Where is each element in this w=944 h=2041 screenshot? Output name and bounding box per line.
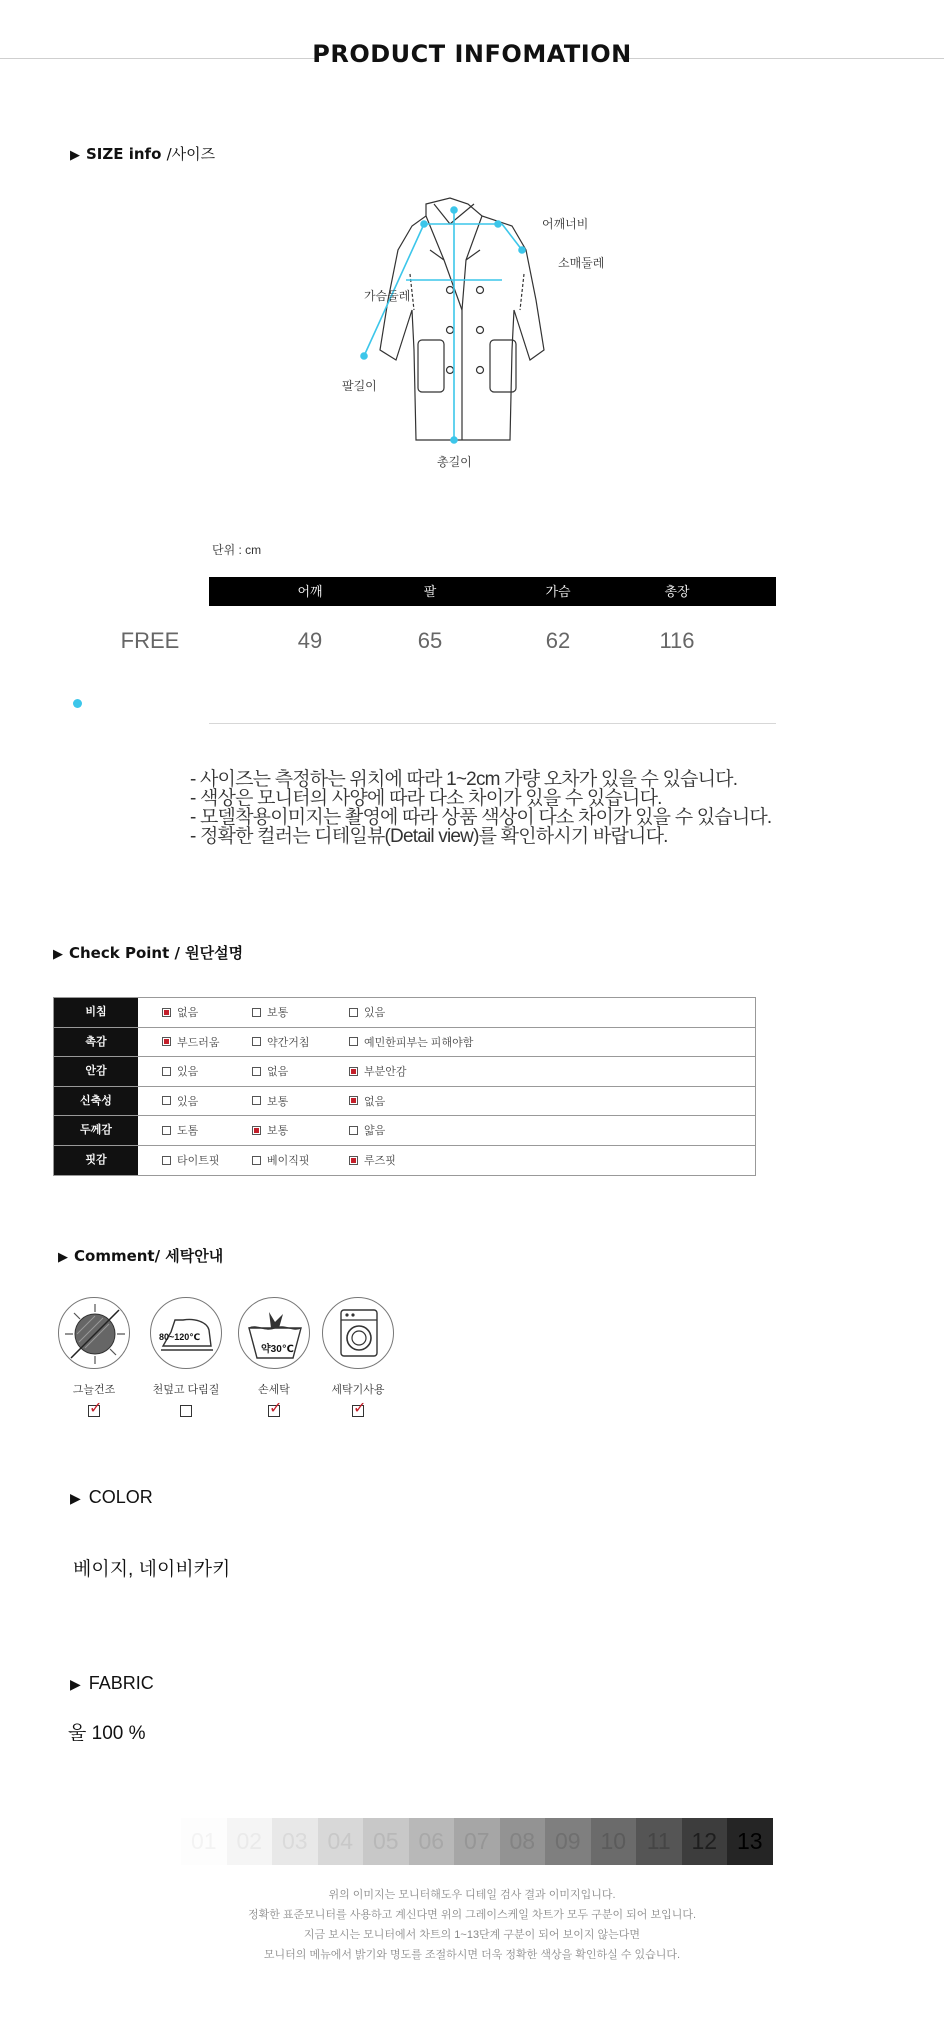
gray-step: 07	[454, 1818, 500, 1865]
bullet-dot	[73, 699, 82, 708]
cp-option-label: 도톰	[177, 1125, 199, 1138]
care-label: 천덮고 다림질	[152, 1384, 220, 1396]
cp-option-label: 없음	[364, 1095, 386, 1108]
note-line: - 색상은 모니터의 사양에 따라 다소 차이가 있을 수 있습니다.	[190, 788, 662, 809]
fabric-heading	[70, 1673, 154, 1694]
cp-option	[162, 1087, 198, 1116]
checkbox	[162, 1096, 171, 1105]
label-sleeve-circ: 소매둘레	[558, 256, 605, 270]
checkbox	[162, 1067, 171, 1076]
checkbox	[162, 1126, 171, 1135]
size-section-heading	[70, 143, 215, 164]
note-line: - 사이즈는 측정하는 위치에 따라 1~2cm 가량 오차가 있을 수 있습니다.	[190, 769, 738, 790]
cp-row-lining	[54, 1057, 755, 1087]
checkbox	[162, 1156, 171, 1165]
label-chest: 가슴둘레	[364, 289, 411, 303]
iron-icon	[150, 1297, 222, 1369]
monitor-note-line: 위의 이미지는 모니터해도우 디테일 검사 결과 이미지입니다.	[328, 1889, 616, 1901]
shade-dry-icon	[58, 1297, 130, 1369]
gray-step: 02	[227, 1818, 273, 1865]
page-title: PRODUCT INFOMATION	[312, 40, 632, 68]
gray-step: 12	[682, 1818, 728, 1865]
value-length: 116	[659, 628, 695, 653]
cp-option	[252, 1116, 288, 1145]
checkbox	[349, 1126, 358, 1135]
col-arm: 팔	[423, 584, 437, 599]
checkbox	[252, 1037, 261, 1046]
cp-option-label: 있음	[364, 1007, 386, 1020]
cp-label: 촉감	[54, 1028, 138, 1057]
comment-heading	[58, 1245, 223, 1266]
cp-option	[349, 998, 385, 1027]
gray-step: 08	[500, 1818, 546, 1865]
gray-step: 06	[409, 1818, 455, 1865]
care-shade-dry	[56, 1297, 132, 1417]
checkbox-checked	[349, 1096, 358, 1105]
gray-step: 13	[727, 1818, 773, 1865]
divider	[209, 723, 776, 724]
care-label: 세탁기사용	[331, 1384, 385, 1396]
checkbox	[252, 1067, 261, 1076]
gray-step: 03	[272, 1818, 318, 1865]
unit-label: 단위 : cm	[212, 543, 262, 557]
cp-label: 신축성	[54, 1087, 138, 1116]
checkpoint-heading	[53, 942, 243, 963]
gray-step: 11	[636, 1818, 682, 1865]
care-checkbox-checked	[352, 1405, 364, 1417]
cp-label: 안감	[54, 1057, 138, 1086]
color-heading	[70, 1487, 153, 1508]
monitor-note-line: 정확한 표준모니터를 사용하고 계신다면 위의 그레이스케일 차트가 모두 구분이 되어 보입니다.	[247, 1909, 697, 1921]
cp-option	[162, 1028, 220, 1057]
fabric-value: 울 100 %	[68, 1723, 146, 1744]
cp-row-stretch	[54, 1087, 755, 1117]
checkbox-checked	[252, 1126, 261, 1135]
washing-machine-icon	[322, 1297, 394, 1369]
cp-option-label: 타이트핏	[177, 1155, 220, 1168]
checkpoint-table	[53, 997, 756, 1176]
gray-step: 09	[545, 1818, 591, 1865]
grayscale-chart	[181, 1818, 773, 1865]
iron-temp-label: 80~120℃	[159, 1332, 201, 1342]
col-shoulder: 어깨	[297, 584, 323, 599]
checkpoint-title: Check Point / 원단설명	[69, 944, 244, 962]
gray-step: 05	[363, 1818, 409, 1865]
cp-option	[162, 1057, 198, 1086]
gray-step: 04	[318, 1818, 364, 1865]
cp-option-label: 얇음	[364, 1125, 386, 1138]
cp-option-label: 없음	[177, 1007, 199, 1020]
care-machine-wash	[320, 1297, 396, 1417]
cp-option-label: 베이직핏	[267, 1155, 310, 1168]
care-label: 그늘건조	[72, 1384, 116, 1396]
checkbox	[349, 1037, 358, 1046]
label-arm-length: 팔길이	[342, 379, 377, 393]
value-chest: 62	[545, 628, 571, 653]
cp-option	[349, 1028, 473, 1057]
triangle-bullet-icon: ▶	[70, 1490, 81, 1506]
color-title: COLOR	[88, 1487, 153, 1507]
cp-row-touch	[54, 1028, 755, 1058]
checkbox	[252, 1096, 261, 1105]
cp-option	[349, 1057, 407, 1086]
cp-option	[252, 998, 288, 1027]
triangle-bullet-icon: ▶	[70, 1676, 81, 1692]
cp-option	[162, 1116, 198, 1145]
care-hand-wash	[236, 1297, 312, 1417]
care-label: 손세탁	[258, 1384, 290, 1396]
triangle-bullet-icon: ▶	[70, 148, 80, 163]
label-total-length: 총길이	[437, 455, 472, 469]
col-chest: 가슴	[545, 584, 571, 599]
size-table-header	[209, 577, 776, 606]
cp-option	[252, 1087, 288, 1116]
cp-option-label: 없음	[267, 1066, 289, 1079]
row-name: FREE	[120, 628, 180, 653]
cp-option-label: 부분안감	[364, 1066, 407, 1079]
cp-option	[252, 1146, 310, 1176]
cp-label: 두께감	[54, 1116, 138, 1145]
care-checkbox-checked	[268, 1405, 280, 1417]
cp-option	[162, 1146, 220, 1176]
cp-label: 핏감	[54, 1146, 138, 1176]
note-line: - 정확한 컬러는 디테일뷰(Detail view)를 확인하시기 바랍니다.	[190, 826, 668, 847]
checkbox-checked	[349, 1156, 358, 1165]
cp-label: 비침	[54, 998, 138, 1027]
cp-option	[252, 1028, 310, 1057]
size-row-free	[0, 626, 944, 656]
cp-option-label: 부드러움	[177, 1036, 220, 1049]
cp-option-label: 있음	[177, 1066, 199, 1079]
checkbox-checked	[162, 1037, 171, 1046]
cp-row-see-through	[54, 998, 755, 1028]
cp-option	[162, 998, 198, 1027]
monitor-note-line: 지금 보시는 모니터에서 차트의 1~13단계 구분이 되어 보이지 않는다면	[303, 1929, 641, 1941]
cp-option-label: 예민한피부는 피해야함	[364, 1036, 474, 1049]
cp-option-label: 보통	[267, 1125, 289, 1138]
hand-wash-icon	[238, 1297, 310, 1369]
cp-option-label: 약간거침	[267, 1036, 310, 1049]
color-value: 베이지, 네이비카키	[73, 1559, 231, 1580]
checkbox	[252, 1156, 261, 1165]
cp-option-label: 있음	[177, 1095, 199, 1108]
checkbox-checked	[349, 1067, 358, 1076]
cp-option	[349, 1146, 396, 1176]
note-line: - 모델착용이미지는 촬영에 따라 상품 색상이 다소 차이가 있을 수 있습니다.	[190, 807, 772, 828]
cp-option-label: 보통	[267, 1095, 289, 1108]
cp-option-label: 루즈핏	[364, 1155, 396, 1168]
cp-option	[349, 1116, 385, 1145]
comment-title: Comment/ 세탁안내	[74, 1247, 224, 1265]
cp-option	[349, 1087, 385, 1116]
wash-temp-label: 약30℃	[261, 1344, 294, 1355]
label-shoulder: 어깨너비	[542, 217, 589, 231]
monitor-note-line: 모니터의 메뉴에서 밝기와 명도를 조절하시면 더욱 정확한 색상을 확인하실 수 있습니다.	[263, 1949, 681, 1961]
size-notes	[190, 770, 771, 846]
cp-row-thickness	[54, 1116, 755, 1146]
cp-option	[252, 1057, 288, 1086]
checkbox	[252, 1008, 261, 1017]
care-iron-cloth	[148, 1297, 224, 1417]
value-shoulder: 49	[297, 628, 323, 653]
care-checkbox-checked	[88, 1405, 100, 1417]
coat-diagram	[330, 190, 620, 470]
monitor-note	[0, 1885, 944, 1965]
gray-step: 01	[181, 1818, 227, 1865]
cp-row-fit	[54, 1146, 755, 1176]
care-checkbox	[180, 1405, 192, 1417]
fabric-title: FABRIC	[88, 1673, 154, 1693]
value-arm: 65	[417, 628, 443, 653]
checkbox	[349, 1008, 358, 1017]
size-section-subtitle: /사이즈	[166, 145, 216, 163]
checkbox-checked	[162, 1008, 171, 1017]
triangle-bullet-icon: ▶	[53, 947, 63, 962]
gray-step: 10	[591, 1818, 637, 1865]
col-length: 총장	[664, 584, 690, 599]
triangle-bullet-icon: ▶	[58, 1250, 68, 1265]
cp-option-label: 보통	[267, 1007, 289, 1020]
size-section-title: SIZE info	[86, 145, 162, 163]
